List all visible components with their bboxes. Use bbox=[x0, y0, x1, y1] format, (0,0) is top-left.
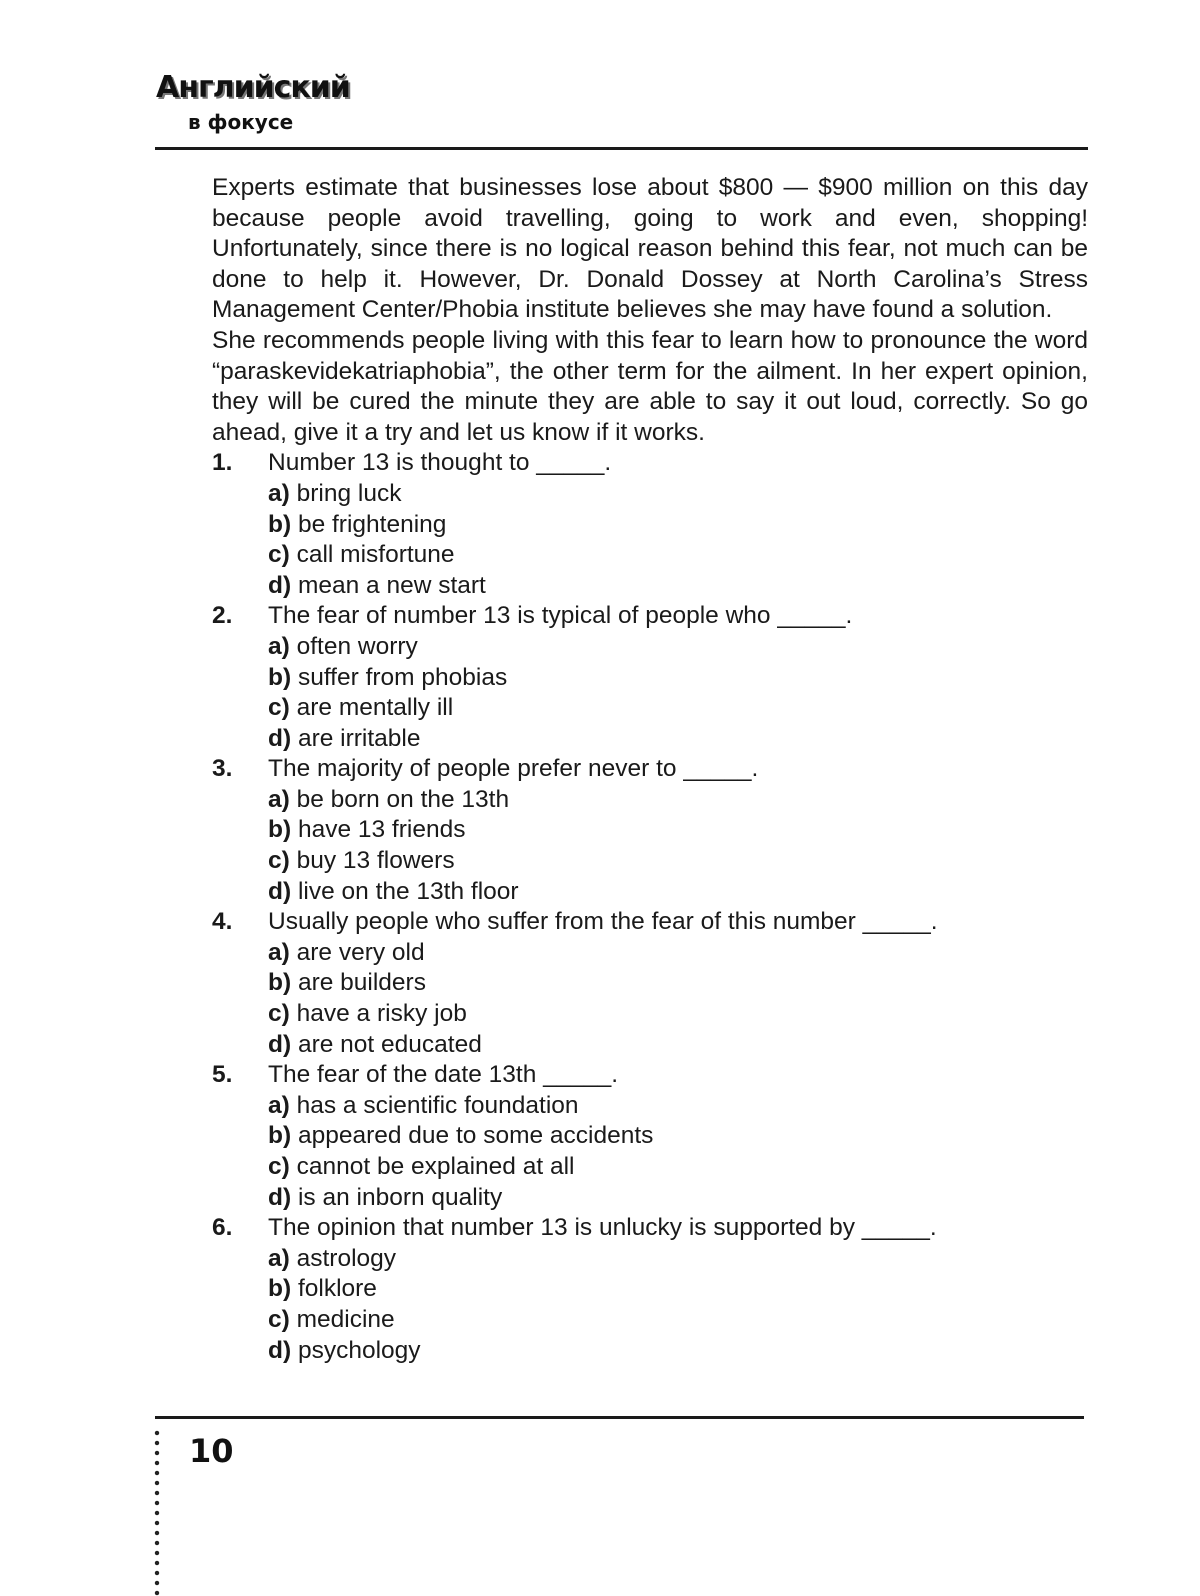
option-text: suffer from phobias bbox=[297, 663, 508, 691]
question-text: Usually people who suffer from the fear of this number _____. bbox=[268, 908, 938, 936]
option-text: are irritable bbox=[297, 724, 421, 752]
article-body bbox=[212, 173, 1088, 1366]
option-text: are builders bbox=[297, 969, 426, 997]
option-letter: a) bbox=[268, 785, 290, 813]
option-text: are not educated bbox=[297, 1030, 482, 1058]
answer-option bbox=[268, 877, 1088, 908]
question-number: 6. bbox=[212, 1214, 233, 1242]
option-letter: a) bbox=[268, 1091, 290, 1119]
answer-option bbox=[268, 663, 1088, 694]
option-text: appeared due to some accidents bbox=[297, 1122, 654, 1150]
option-letter: d) bbox=[268, 571, 292, 599]
answer-option bbox=[268, 510, 1088, 541]
option-text: have 13 friends bbox=[297, 816, 466, 844]
question-number: 3. bbox=[212, 755, 233, 783]
answer-option bbox=[268, 571, 1088, 602]
option-letter: b) bbox=[268, 510, 292, 538]
option-letter: c) bbox=[268, 1153, 290, 1180]
option-letter: a) bbox=[268, 938, 290, 966]
answer-option bbox=[268, 540, 1088, 571]
answer-option bbox=[268, 1274, 1088, 1305]
answer-option bbox=[268, 938, 1088, 969]
option-letter: c) bbox=[268, 541, 290, 569]
option-letter: c) bbox=[268, 847, 290, 875]
option-letter: c) bbox=[268, 1000, 290, 1028]
question-text: The fear of the date 13th _____. bbox=[268, 1061, 619, 1089]
logo-title: Английский bbox=[156, 70, 350, 105]
answer-option bbox=[268, 785, 1088, 816]
answer-option bbox=[268, 1091, 1088, 1122]
answer-option bbox=[268, 1336, 1088, 1367]
option-letter: b) bbox=[268, 1122, 292, 1150]
question-text: The majority of people prefer never to _____. bbox=[268, 755, 759, 783]
answer-option bbox=[268, 632, 1088, 663]
option-letter: d) bbox=[268, 1183, 292, 1211]
option-text: is an inborn quality bbox=[297, 1183, 503, 1211]
question-2 bbox=[212, 601, 1088, 754]
question-1 bbox=[212, 448, 1088, 601]
dotted-margin-line bbox=[154, 1428, 160, 1596]
option-letter: b) bbox=[268, 663, 292, 691]
option-letter: b) bbox=[268, 969, 292, 997]
answer-option bbox=[268, 1152, 1088, 1183]
option-text: have a risky job bbox=[296, 1000, 467, 1028]
option-letter: d) bbox=[268, 877, 292, 905]
question-number: 1. bbox=[212, 449, 233, 477]
question-6 bbox=[212, 1213, 1088, 1366]
page-number: 10 bbox=[189, 1432, 234, 1470]
option-letter: d) bbox=[268, 1336, 292, 1364]
option-letter: a) bbox=[268, 479, 290, 507]
question-text: Number 13 is thought to _____. bbox=[268, 449, 612, 477]
answer-option bbox=[268, 724, 1088, 755]
option-text: has a scientific foundation bbox=[296, 1091, 579, 1119]
option-text: are very old bbox=[296, 938, 425, 966]
option-text: be born on the 13th bbox=[296, 785, 510, 813]
option-text: cannot be explained at all bbox=[296, 1153, 575, 1180]
question-3 bbox=[212, 754, 1088, 907]
question-text: The opinion that number 13 is unlucky is supported by _____. bbox=[268, 1214, 937, 1242]
paragraph: Experts estimate that businesses lose about $800 — $900 million on this day because people avoid travelling, going to work and even, shopping! Unfortunately, since there is no logical reason behind this fear, not much can be done to help it. However, Dr. Donald Dossey at North Carolina’s Stress Management Center/Phobia institute believes she may have found a solution. bbox=[212, 174, 1088, 324]
option-letter: c) bbox=[268, 1305, 290, 1333]
answer-option bbox=[268, 815, 1088, 846]
option-text: psychology bbox=[297, 1336, 421, 1364]
option-letter: b) bbox=[268, 1275, 292, 1303]
answer-option bbox=[268, 999, 1088, 1030]
answer-option bbox=[268, 1244, 1088, 1275]
option-letter: c) bbox=[268, 694, 290, 722]
option-text: mean a new start bbox=[297, 571, 486, 599]
answer-option bbox=[268, 846, 1088, 877]
option-letter: b) bbox=[268, 816, 292, 844]
footer-divider bbox=[155, 1416, 1084, 1419]
answer-option bbox=[268, 1121, 1088, 1152]
question-4 bbox=[212, 907, 1088, 1060]
logo-subtitle: в фокусе bbox=[188, 110, 294, 134]
option-text: call misfortune bbox=[296, 541, 455, 569]
option-text: folklore bbox=[297, 1275, 377, 1303]
answer-option bbox=[268, 693, 1088, 724]
answer-option bbox=[268, 479, 1088, 510]
option-text: medicine bbox=[296, 1305, 395, 1333]
option-letter: a) bbox=[268, 632, 290, 660]
question-5 bbox=[212, 1060, 1088, 1213]
option-text: be frightening bbox=[297, 510, 447, 538]
option-text: live on the 13th floor bbox=[297, 877, 519, 905]
question-number: 2. bbox=[212, 602, 233, 630]
paragraph: She recommends people living with this fear to learn how to pronounce the word “paraskevidekatriaphobia”, the other term for the ailment. In her expert opinion, they will be cured the minute they are able to say it out loud, correctly. So go ahead, give it a try and let us know if it works. bbox=[212, 326, 1088, 446]
magazine-logo bbox=[156, 70, 356, 140]
option-text: astrology bbox=[296, 1244, 397, 1272]
option-text: are mentally ill bbox=[296, 694, 454, 722]
header-divider bbox=[155, 147, 1088, 150]
question-number: 5. bbox=[212, 1061, 233, 1089]
question-number: 4. bbox=[212, 908, 233, 936]
option-letter: d) bbox=[268, 1030, 292, 1058]
answer-option bbox=[268, 1030, 1088, 1061]
question-text: The fear of number 13 is typical of people who _____. bbox=[268, 602, 853, 630]
answer-option bbox=[268, 1183, 1088, 1214]
option-text: buy 13 flowers bbox=[296, 847, 455, 875]
option-letter: d) bbox=[268, 724, 292, 752]
option-letter: a) bbox=[268, 1244, 290, 1272]
answer-option bbox=[268, 968, 1088, 999]
option-text: often worry bbox=[296, 632, 418, 660]
answer-option bbox=[268, 1305, 1088, 1336]
option-text: bring luck bbox=[296, 479, 402, 507]
